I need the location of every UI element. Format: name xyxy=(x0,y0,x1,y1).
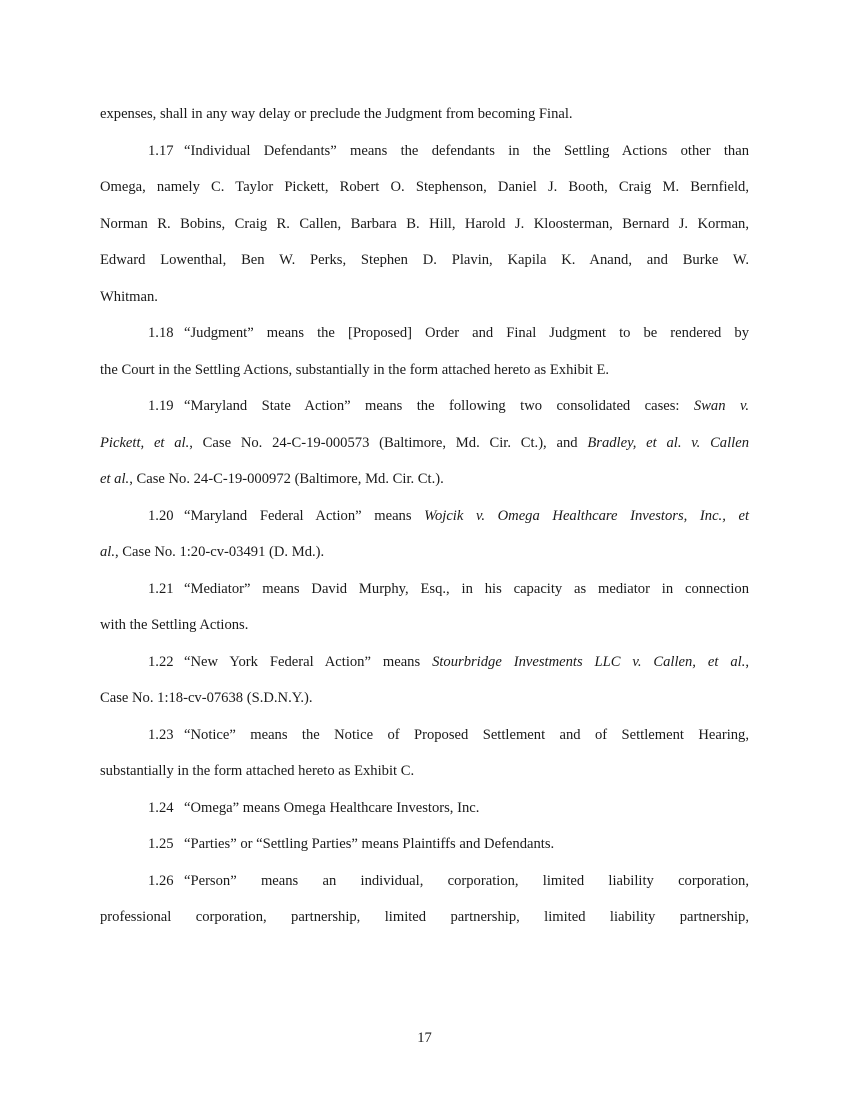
definition-1-17-line-2: Omega, namely C. Taylor Pickett, Robert O. Stephenson, Daniel J. Booth, Craig M. Bernfield, xyxy=(100,179,749,195)
section-number: 1.19 xyxy=(148,398,174,414)
definition-1-17 xyxy=(100,133,749,316)
definition-1-17-line-3: Norman R. Bobins, Craig R. Callen, Barbara B. Hill, Harold J. Kloosterman, Bernard J. Korman, xyxy=(100,215,749,232)
definition-1-19 xyxy=(100,388,749,498)
case-name: Wojcik v. Omega Healthcare Investors, Inc., et xyxy=(424,507,749,524)
definition-1-19-line-3: et al., Case No. 24-C-19-000972 (Baltimore, Md. Cir. Ct.). xyxy=(100,471,444,487)
definition-1-23-line-2: substantially in the form attached hereto as Exhibit C. xyxy=(100,763,415,779)
definition-1-19-line-2: Pickett, et al., Case No. 24-C-19-000573 (Baltimore, Md. Cir. Ct.), and Bradley, et al. v. Callen xyxy=(100,434,749,451)
definition-1-25: 1.25 “Parties” or “Settling Parties” means Plaintiffs and Defendants. xyxy=(100,826,749,863)
definition-1-21-line-2: with the Settling Actions. xyxy=(100,617,249,633)
case-name: Bradley, et al. v. Callen xyxy=(587,434,749,451)
definition-1-26 xyxy=(100,863,749,936)
definition-1-19-line-1: 1.19 “Maryland State Action” means the following two consolidated cases: Swan v. xyxy=(100,388,749,425)
definition-1-20 xyxy=(100,498,749,571)
definition-1-18-line-2: the Court in the Settling Actions, substantially in the form attached hereto as Exhibit E. xyxy=(100,361,610,378)
section-number: 1.20 xyxy=(148,507,174,524)
definition-1-23-line-1: 1.23 “Notice” means the Notice of Proposed Settlement and of Settlement Hearing, xyxy=(100,717,749,754)
definition-1-20-line-1: 1.20 “Maryland Federal Action” means Wojcik v. Omega Healthcare Investors, Inc., et xyxy=(100,498,749,535)
definition-1-22-line-1: 1.22 “New York Federal Action” means Stourbridge Investments LLC v. Callen, et al., xyxy=(100,644,749,681)
definition-1-21-line-1: 1.21 “Mediator” means David Murphy, Esq., in his capacity as mediator in connection xyxy=(100,571,749,608)
page-number: 17 xyxy=(417,1030,432,1046)
section-number: 1.26 xyxy=(148,872,174,889)
section-number: 1.17 xyxy=(148,142,174,159)
definition-1-18 xyxy=(100,315,749,388)
definition-1-24: 1.24 “Omega” means Omega Healthcare Investors, Inc. xyxy=(100,790,749,827)
definition-1-22-line-2: Case No. 1:18-cv-07638 (S.D.N.Y.). xyxy=(100,690,313,706)
case-name: Stourbridge Investments LLC v. Callen, et al. xyxy=(432,653,746,670)
definition-1-26-line-1: 1.26 “Person” means an individual, corporation, limited liability corporation, xyxy=(100,863,749,900)
definition-1-17-line-4: Edward Lowenthal, Ben W. Perks, Stephen D. Plavin, Kapila K. Anand, and Burke W. xyxy=(100,252,749,268)
section-number: 1.21 xyxy=(148,580,174,597)
section-number: 1.23 xyxy=(148,726,174,743)
definition-1-21 xyxy=(100,571,749,644)
case-name: et al. xyxy=(100,471,130,487)
section-number: 1.24 xyxy=(148,799,174,816)
case-name: Swan v. xyxy=(693,398,749,414)
definition-1-17-line-1: 1.17 “Individual Defendants” means the defendants in the Settling Actions other than xyxy=(100,133,749,170)
case-name: al. xyxy=(100,544,115,560)
document-body xyxy=(100,96,749,936)
section-number: 1.22 xyxy=(148,653,174,670)
definition-1-20-line-2: al., Case No. 1:20-cv-03491 (D. Md.). xyxy=(100,544,325,560)
section-number: 1.18 xyxy=(148,325,174,341)
section-number: 1.25 xyxy=(148,836,174,852)
continuation-line: expenses, shall in any way delay or preclude the Judgment from becoming Final. xyxy=(100,106,573,122)
case-name: Pickett, et al. xyxy=(100,434,190,451)
definition-1-22 xyxy=(100,644,749,717)
definition-1-17-line-5: Whitman. xyxy=(100,288,158,305)
definition-1-18-line-1: 1.18 “Judgment” means the [Proposed] Order and Final Judgment to be rendered by xyxy=(100,315,749,352)
definition-1-26-line-2: professional corporation, partnership, limited partnership, limited liability partnership, xyxy=(100,909,749,925)
definition-1-23 xyxy=(100,717,749,790)
